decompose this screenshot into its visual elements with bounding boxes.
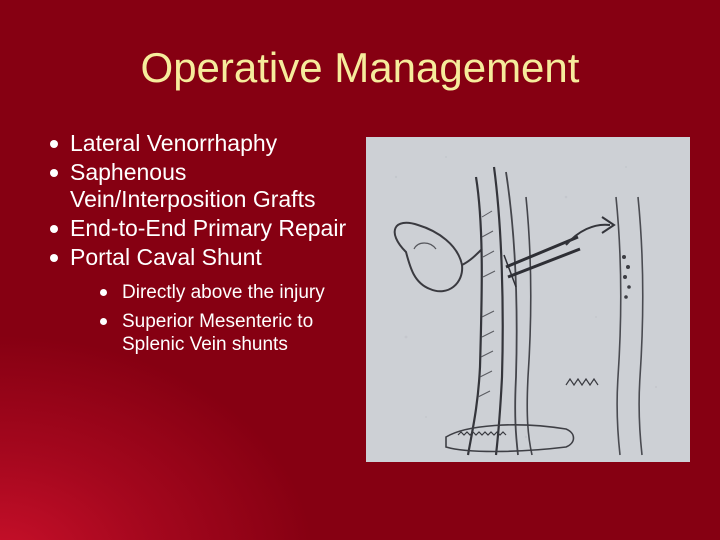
slide-title: Operative Management xyxy=(140,44,580,91)
sub-bullet-item xyxy=(100,281,362,304)
bullet-dot-icon xyxy=(50,140,58,148)
sub-bullet-dot-icon xyxy=(100,318,107,325)
bullet-item xyxy=(50,130,360,157)
bullet-item xyxy=(50,215,360,242)
bullet-dot-icon xyxy=(50,169,58,177)
bullet-text: Lateral Venorrhaphy xyxy=(70,130,278,156)
bullet-dot-icon xyxy=(50,254,58,262)
sub-bullet-item xyxy=(100,310,362,356)
bullet-dot-icon xyxy=(50,225,58,233)
bullet-text: Portal Caval Shunt xyxy=(70,244,262,270)
sub-bullet-text: Directly above the injury xyxy=(122,282,325,303)
vein-repair-sketch-icon xyxy=(366,137,690,462)
bullet-item xyxy=(50,244,360,356)
sub-bullet-text: Superior Mesenteric to Splenic Vein shunts xyxy=(122,311,314,355)
bullet-text: Saphenous Vein/Interposition Grafts xyxy=(70,159,316,212)
sub-bullet-list xyxy=(100,281,360,356)
bullet-text: End-to-End Primary Repair xyxy=(70,215,347,241)
bullet-list xyxy=(50,130,360,362)
surgical-illustration xyxy=(366,137,690,462)
bullet-item xyxy=(50,159,360,213)
sub-bullet-dot-icon xyxy=(100,289,107,296)
